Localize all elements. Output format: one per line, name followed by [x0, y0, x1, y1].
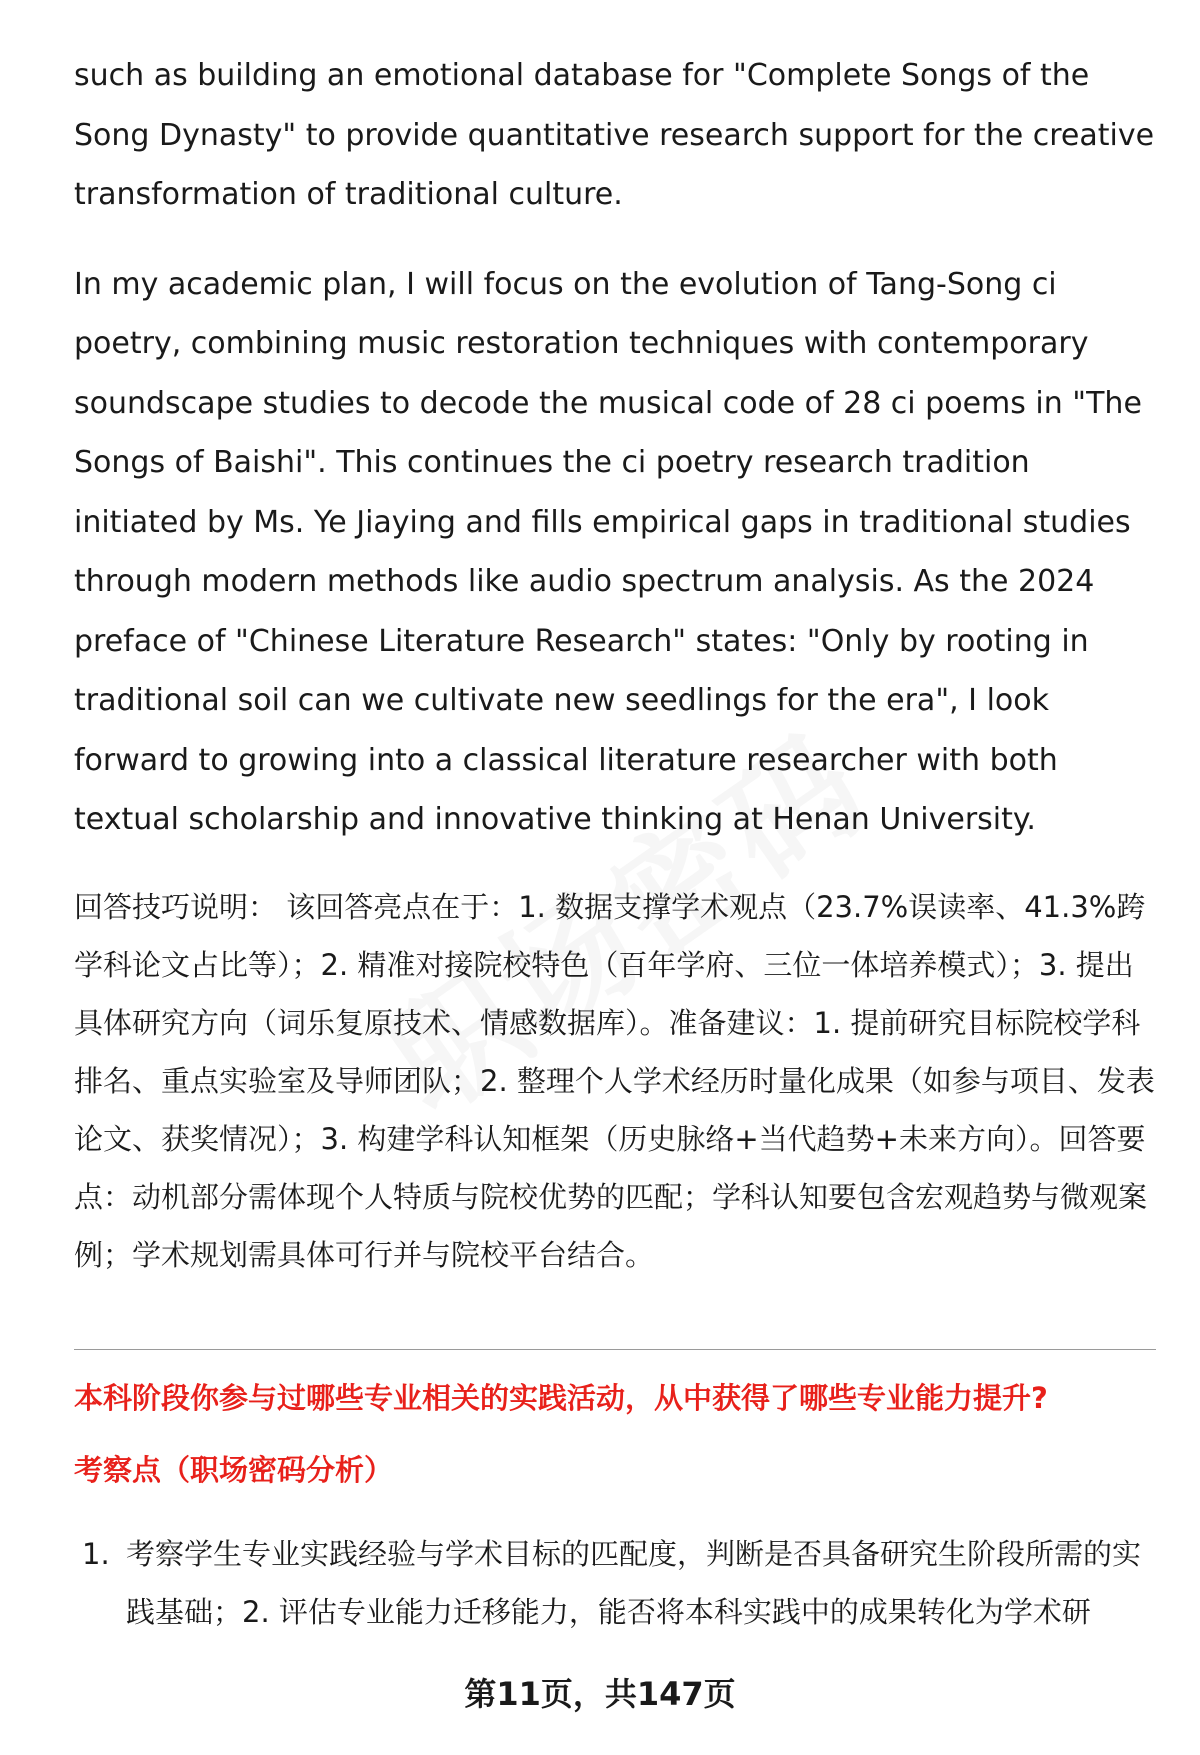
list-item-text: 考察学生专业实践经验与学术目标的匹配度，判断是否具备研究生阶段所需的实践基础；2. 评估专业能力迁移能力，能否将本科实践中的成果转化为学术研: [126, 1537, 1142, 1629]
assessment-points-heading: 考察点（职场密码分析）: [74, 1453, 394, 1487]
question-heading: 本科阶段你参与过哪些专业相关的实践活动，从中获得了哪些专业能力提升?: [74, 1381, 1048, 1415]
assessment-points-list: [82, 1525, 1156, 1641]
section-divider: [74, 1349, 1156, 1350]
list-item: [82, 1525, 1156, 1641]
answer-tips-paragraph: 回答技巧说明： 该回答亮点在于：1. 数据支撑学术观点（23.7%误读率、41.3%跨学科论文占比等）；2. 精准对接院校特色（百年学府、三位一体培养模式）；3. 提出具体研究方向（词乐复原技术、情感数据库）。准备建议：1. 提前研究目标院校学科排名、重点实验室及导师团队；2. 整理个人学术经历时量化成果（如参与项目、发表论文、获奖情况）；3. 构建学科认知框架（历史脉络+当代趋势+未来方向）。回答要点：动机部分需体现个人特质与院校优势的匹配；学科认知要包含宏观趋势与微观案例；学术规划需具体可行并与院校平台结合。: [74, 889, 1155, 1272]
document-body: [74, 46, 1156, 1284]
paragraph-1: such as building an emotional database for "Complete Songs of the Song Dynasty" to provide quantitative research support for the creative transformation of traditional culture.: [74, 58, 1155, 212]
paragraph-2: In my academic plan, I will focus on the evolution of Tang-Song ci poetry, combining music restoration techniques with contemporary soundscape studies to decode the musical code of 28 ci poems in "The Songs of Baishi". This continues the ci poetry research tradition initiated by Ms. Ye Jiaying and fills empirical gaps in traditional studies through modern methods like audio spectrum analysis. As the 2024 preface of "Chinese Literature Research" states: "Only by rooting in traditional soil can we cultivate new seedlings for the era", I look forward to growing into a classical literature researcher with both textual scholarship and innovative thinking at Henan University.: [74, 266, 1142, 837]
list-item-number: 1.: [82, 1537, 110, 1571]
page-footer: 第11页，共147页: [464, 1675, 736, 1713]
